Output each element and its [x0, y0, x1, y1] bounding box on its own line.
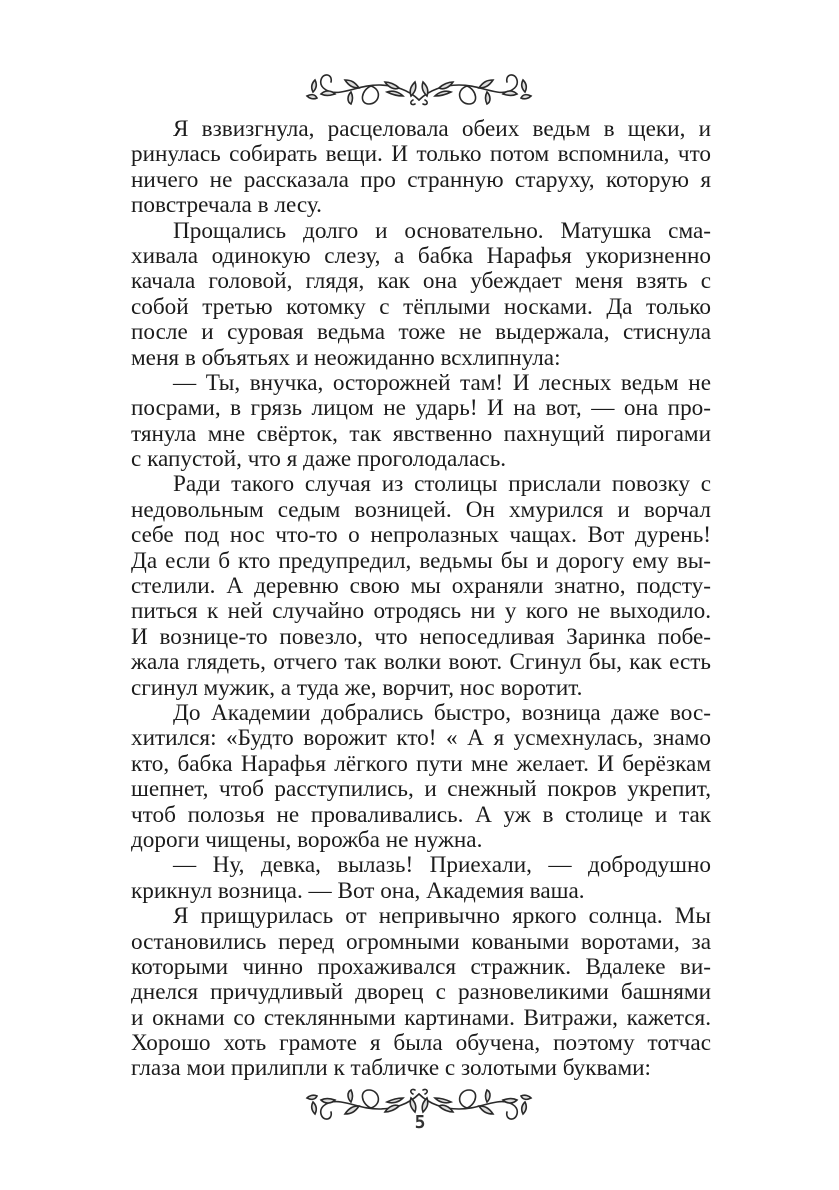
text-line: питься к ней случайно отродясь ни у кого не выходило.: [131, 598, 711, 625]
text-line: — Ну, девка, вылазь! Приехали, — добродушно: [173, 852, 711, 879]
text-line: остановились перед огромными коваными воротами, за: [131, 928, 711, 955]
text-line: хитился: «Будто ворожит кто! « А я усмехнулась, знамо: [131, 725, 711, 752]
text-line: с капустой, что я даже проголодалась.: [131, 446, 507, 473]
text-line: До Академии добрались быстро, возница даже вос-: [173, 699, 711, 726]
body-text: [131, 117, 711, 1082]
top-vine-ornament-icon: [299, 60, 539, 108]
text-line: Хорошо хоть грамоте я была обучена, поэтому тотчас: [131, 1030, 711, 1057]
text-line: жала глядеть, отчего так волки воют. Сгинул бы, как есть: [131, 649, 711, 676]
text-line: глаза мои прилипли к табличке с золотыми буквами:: [131, 1055, 651, 1082]
text-line: собой третью котомку с тёплыми носками. Да только: [131, 293, 711, 320]
text-line: посрами, в грязь лицом не ударь! И на вот, — она про-: [131, 395, 711, 422]
text-line: ничего не рассказала про странную старуху, которую я: [131, 166, 711, 193]
text-line: которыми чинно прохаживался стражник. Вдалеке ви-: [131, 953, 711, 980]
text-line: стелили. А деревню свою мы охраняли знатно, подсту-: [131, 573, 711, 600]
text-line: Прощались долго и основательно. Матушка сма-: [173, 217, 711, 244]
text-line: хивала одинокую слезу, а бабка Нарафья укоризненно: [131, 242, 711, 269]
text-line: — Ты, внучка, осторожней там! И лесных ведьм не: [173, 369, 711, 396]
text-line: себе под нос что-то о непролазных чащах. Вот дурень!: [131, 522, 711, 549]
text-line: ринулась собирать вещи. И только потом вспомнила, что: [131, 141, 711, 168]
text-line: и окнами со стеклянными картинами. Витражи, кажется.: [131, 1004, 711, 1031]
text-line: Я взвизгнула, расцеловала обеих ведьм в щеки, и: [173, 116, 711, 142]
text-line: дороги чищены, ворожба не нужна.: [131, 826, 483, 853]
text-line: крикнул возница. — Вот она, Академия ваша.: [131, 877, 585, 904]
text-line: сгинул мужик, а туда же, ворчит, нос воротит.: [131, 674, 583, 701]
text-line: меня в объятьях и неожиданно всхлипнула:: [131, 344, 561, 371]
text-line: чтоб полозья не проваливались. А уж в столице и так: [131, 801, 711, 828]
text-line: Я прищурилась от непривычно яркого солнца. Мы: [173, 903, 711, 930]
text-line: Да если б кто предупредил, ведьмы бы и дорогу ему вы-: [131, 547, 711, 574]
text-line: кто, бабка Нарафья лёгкого пути мне желает. И берёзкам: [131, 750, 711, 777]
text-line: днелся причудливый дворец с разновеликими башнями: [131, 979, 711, 1006]
page-number: 5: [414, 1112, 426, 1133]
text-line: шепнет, чтоб расступились, и снежный покров укрепит,: [131, 776, 711, 803]
text-line: повстречала в лесу.: [131, 192, 322, 219]
text-line: после и суровая ведьма тоже не выдержала, стиснула: [131, 319, 711, 346]
text-line: И вознице-то повезло, что непоседливая Заринка побе-: [131, 623, 711, 650]
text-line: качала головой, глядя, как она убеждает меня взять с: [131, 268, 711, 295]
text-line: Ради такого случая из столицы прислали повозку с: [173, 471, 711, 498]
text-line: недовольным седым возницей. Он хмурился и ворчал: [131, 496, 711, 523]
text-line: тянула мне свёрток, так явственно пахнущий пирогами: [131, 420, 711, 447]
